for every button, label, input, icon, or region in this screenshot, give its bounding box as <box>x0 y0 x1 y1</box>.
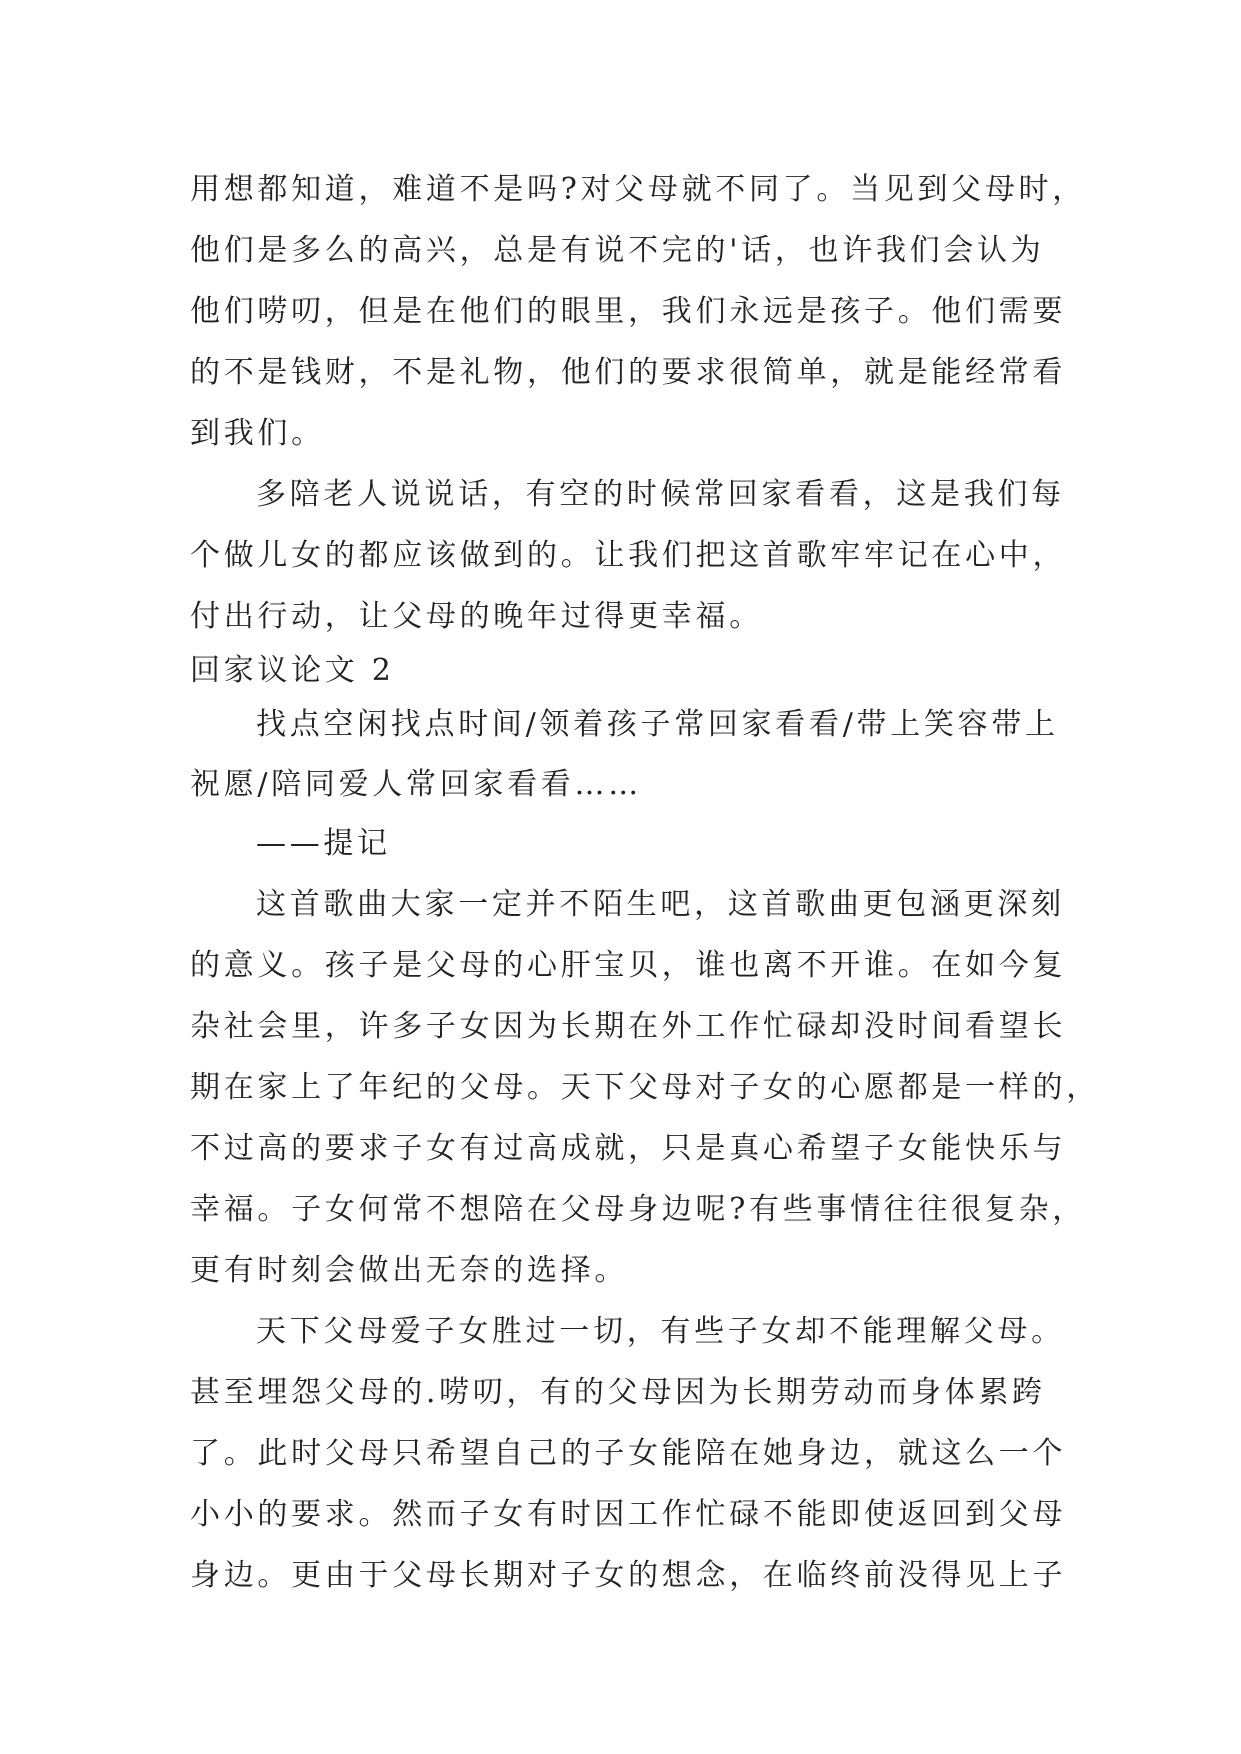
text-line: 了。此时父母只希望自己的子女能陪在她身边，就这么一个 <box>190 1436 1067 1471</box>
paragraph-start: 多陪老人说说话，有空的时候常回家看看，这是我们每 <box>256 477 1065 512</box>
text-line: 幸福。子女何常不想陪在父母身边呢?有些事情往往很复杂， <box>190 1192 1086 1227</box>
text-line: 不过高的要求子女有过高成就，只是真心希望子女能快乐与 <box>190 1131 1067 1166</box>
text-line: 更有时刻会做出无奈的选择。 <box>190 1253 629 1288</box>
text-line: 的意义。孩子是父母的心肝宝贝，谁也离不开谁。在如今复 <box>190 948 1067 983</box>
text-line: 他们是多么的高兴，总是有说不完的'话，也许我们会认为 <box>190 233 1045 268</box>
text-line: 他们唠叨，但是在他们的眼里，我们永远是孩子。他们需要 <box>190 294 1067 329</box>
text-line: 祝愿/陪同爱人常回家看看…… <box>190 767 642 802</box>
paragraph-start: 这首歌曲大家一定并不陌生吧，这首歌曲更包涵更深刻 <box>256 887 1065 922</box>
text-line: 杂社会里，许多子女因为长期在外工作忙碌却没时间看望长 <box>190 1009 1067 1044</box>
section-heading: 回家议论文 2 <box>190 653 395 688</box>
paragraph-start: 找点空闲找点时间/领着孩子常回家看看/带上笑容带上 <box>256 707 1059 742</box>
text-line: 期在家上了年纪的父母。天下父母对子女的心愿都是一样的， <box>190 1070 1100 1105</box>
text-line: 甚至埋怨父母的.唠叨，有的父母因为长期劳动而身体累跨 <box>190 1375 1046 1410</box>
text-line: 小小的要求。然而子女有时因工作忙碌不能即使返回到父母 <box>190 1497 1067 1532</box>
text-line: 到我们。 <box>190 416 325 451</box>
text-line: 身边。更由于父母长期对子女的想念，在临终前没得见上子 <box>190 1558 1067 1593</box>
text-line: 付出行动，让父母的晚年过得更幸福。 <box>190 599 763 634</box>
text-line: 的不是钱财，不是礼物，他们的要求很简单，就是能经常看 <box>190 355 1067 390</box>
attribution-line: ——提记 <box>256 826 391 861</box>
paragraph-start: 天下父母爱子女胜过一切，有些子女却不能理解父母。 <box>256 1314 1065 1349</box>
text-line: 用想都知道，难道不是吗?对父母就不同了。当见到父母时， <box>190 172 1086 207</box>
text-line: 个做儿女的都应该做到的。让我们把这首歌牢牢记在心中， <box>190 538 1067 573</box>
